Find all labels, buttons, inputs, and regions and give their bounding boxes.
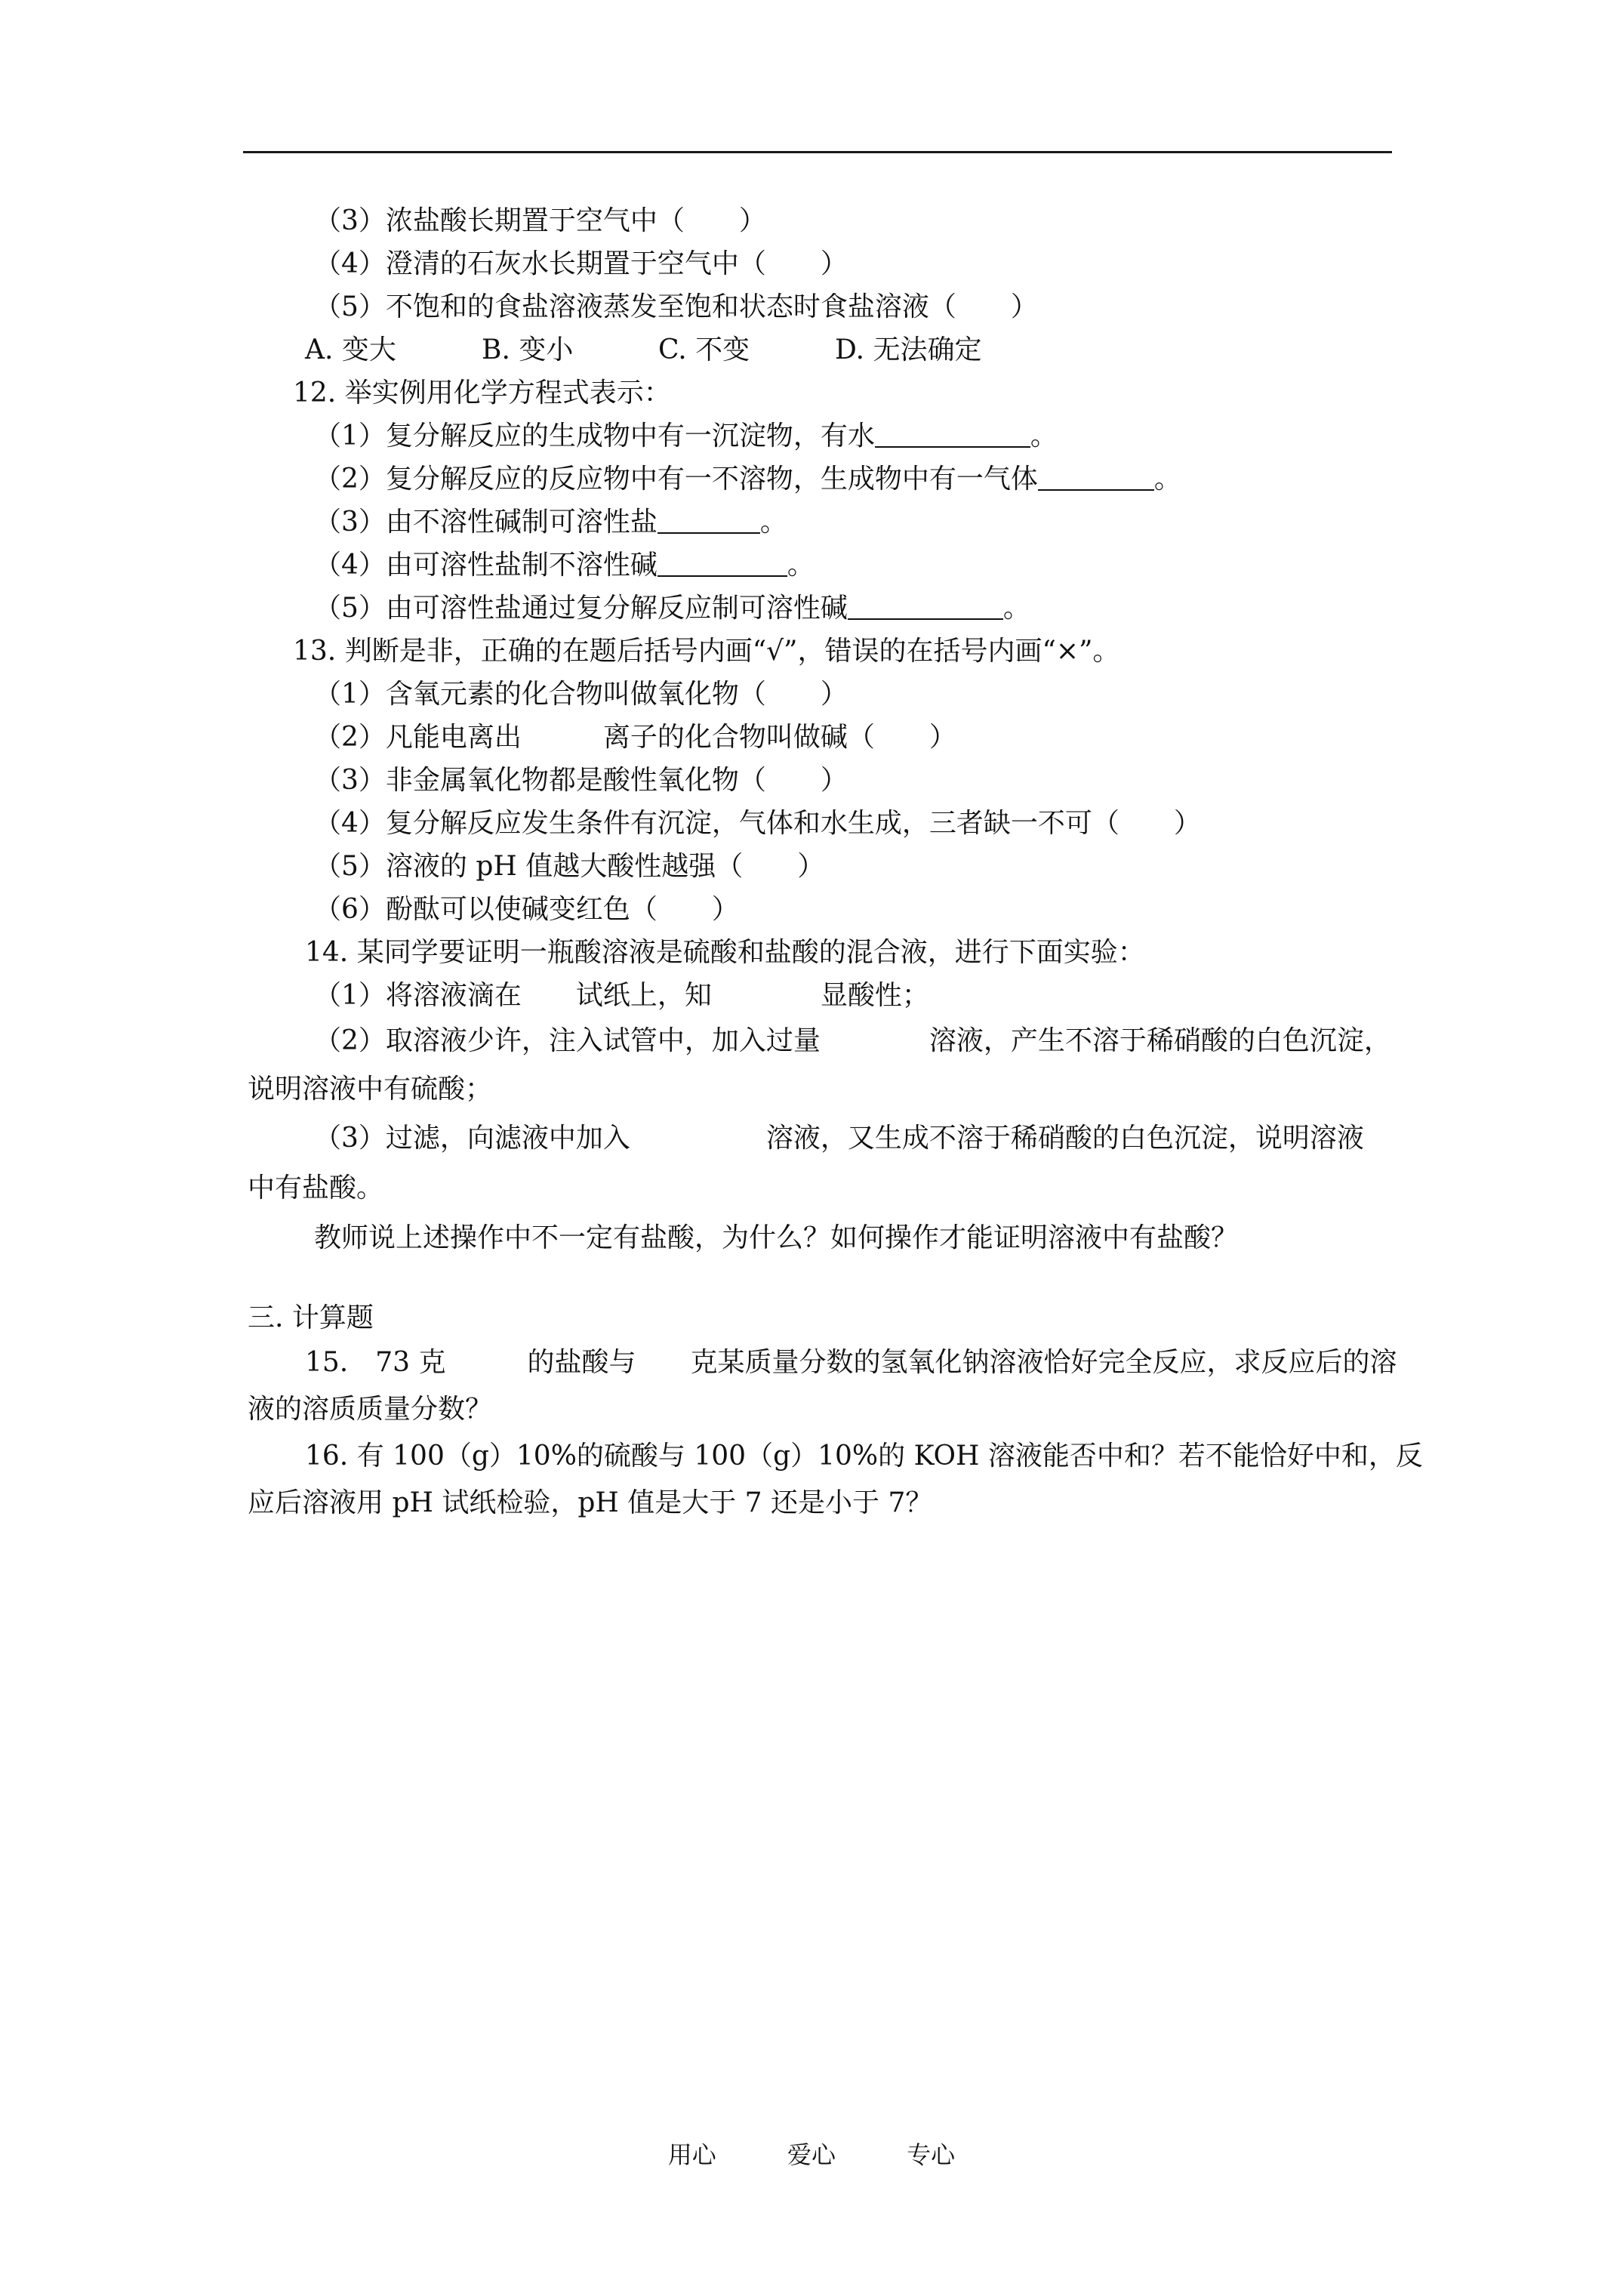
q14-teacher-note: 教师说上述操作中不一定有盐酸，为什么？如何操作才能证明溶液中有盐酸？ xyxy=(314,1222,1239,1253)
q11-options xyxy=(248,328,1392,371)
option-c: C. 不变 xyxy=(658,334,750,365)
q12-item-3-text: （3）由不溶性碱制可溶性盐 xyxy=(314,507,658,538)
option-a: A. 变大 xyxy=(305,334,396,365)
q12-item-2-text: （2）复分解反应的反应物中有一不溶物，生成物中有一气体 xyxy=(314,464,1038,495)
q13-item-2: （2）凡能电离出 离子的化合物叫做碱（ ） xyxy=(314,722,956,753)
q12-stem: 12. 举实例用化学方程式表示： xyxy=(293,378,671,408)
answer-blank xyxy=(658,507,760,534)
q13-item-3: （3）非金属氧化物都是酸性氧化物（ ） xyxy=(314,765,848,796)
q12-item-4 xyxy=(248,544,1392,587)
q15: 15. 73 克 的盐酸与 克某质量分数的氢氧化钠溶液恰好完全反应，求反应后的溶 xyxy=(305,1347,1397,1378)
q14-step-3: （3）过滤，向滤液中加入 溶液，又生成不溶于稀硝酸的白色沉淀，说明溶液 xyxy=(314,1123,1364,1154)
answer-blank xyxy=(658,550,787,577)
q12-item-1 xyxy=(248,415,1392,458)
q12-item-4-end: 。 xyxy=(787,550,815,581)
q11-item-4: （4）澄清的石灰水长期置于空气中（ ） xyxy=(314,248,848,279)
document-body xyxy=(248,199,1423,1527)
q14-step-3-cont: 中有盐酸。 xyxy=(248,1173,384,1203)
answer-blank xyxy=(848,593,1003,620)
q12-item-1-end: 。 xyxy=(1030,421,1058,451)
q11-item-3: （3）浓盐酸长期置于空气中（ ） xyxy=(314,205,766,236)
q12-item-5-text: （5）由可溶性盐通过复分解反应制可溶性碱 xyxy=(314,593,848,624)
q16: 16. 有 100（g）10%的硫酸与 100（g）10%的 KOH 溶液能否中和？若不能恰好中和，反 xyxy=(305,1441,1423,1472)
section-heading: 三. 计算题 xyxy=(248,1302,374,1333)
q13-item-5: （5）溶液的 pH 值越大酸性越强（ ） xyxy=(314,851,825,882)
q12-item-4-text: （4）由可溶性盐制不溶性碱 xyxy=(314,550,658,581)
q12-item-1-text: （1）复分解反应的生成物中有一沉淀物，有水 xyxy=(314,421,875,451)
q12-item-2 xyxy=(248,458,1392,501)
option-b: B. 变小 xyxy=(482,334,574,365)
q12-item-5-end: 。 xyxy=(1002,593,1030,624)
q13-item-6: （6）酚酞可以使碱变红色（ ） xyxy=(314,894,739,925)
q13-stem: 13. 判断是非，正确的在题后括号内画“√”，错误的在括号内画“×”。 xyxy=(293,636,1120,667)
header-rule xyxy=(243,151,1392,153)
q12-item-3-end: 。 xyxy=(759,507,787,538)
footer-motto-1: 用心 xyxy=(667,2140,716,2169)
footer-motto-2: 爱心 xyxy=(787,2140,836,2169)
q12-item-2-end: 。 xyxy=(1153,464,1181,495)
q11-item-5: （5）不饱和的食盐溶液蒸发至饱和状态时食盐溶液（ ） xyxy=(314,291,1038,322)
q14-step-2: （2）取溶液少许，注入试管中，加入过量 溶液，产生不溶于稀硝酸的白色沉淀， xyxy=(314,1025,1391,1056)
q12-item-5 xyxy=(248,587,1392,630)
answer-blank xyxy=(875,421,1030,448)
q13-item-1: （1）含氧元素的化合物叫做氧化物（ ） xyxy=(314,679,848,710)
q14-stem: 14. 某同学要证明一瓶酸溶液是硫酸和盐酸的混合液，进行下面实验： xyxy=(305,937,1145,968)
option-d: D. 无法确定 xyxy=(835,334,982,365)
q15-cont: 液的溶质质量分数？ xyxy=(248,1394,493,1425)
q14-step-1: （1）将溶液滴在 试纸上，知 显酸性； xyxy=(314,980,929,1011)
page-footer xyxy=(0,2137,1623,2173)
q12-item-3 xyxy=(248,501,1392,544)
q13-item-4: （4）复分解反应发生条件有沉淀，气体和水生成，三者缺一不可（ ） xyxy=(314,808,1201,839)
q14-step-2-cont: 说明溶液中有硫酸； xyxy=(248,1074,493,1105)
footer-motto-3: 专心 xyxy=(907,2140,956,2169)
q16-cont: 应后溶液用 pH 试纸检验，pH 值是大于 7 还是小于 7？ xyxy=(248,1487,933,1518)
answer-blank xyxy=(1038,464,1154,491)
